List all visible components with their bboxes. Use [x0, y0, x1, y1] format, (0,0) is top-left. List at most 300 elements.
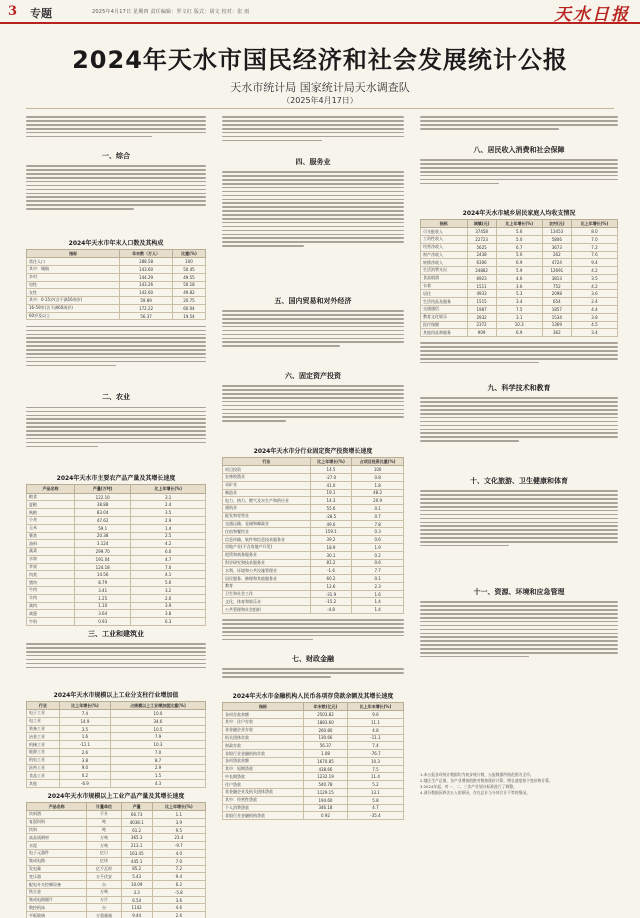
column-header: 比上年增长(%) — [152, 802, 205, 810]
section-heading: 十一、资源、环境和应急管理 — [473, 588, 565, 597]
table-cell: 100 — [352, 466, 404, 474]
table-title: 2024年天水市金融机构人民币各项存贷款余额及其增长速度 — [232, 693, 394, 701]
table-cell: 科学研究和技术服务业 — [223, 559, 311, 567]
table-cell: -5.8 — [152, 888, 205, 896]
table-cell: -27.0 — [310, 473, 352, 481]
table-cell: 5.2 — [347, 781, 403, 789]
table-cell: 191.04 — [74, 555, 130, 563]
table-row — [421, 313, 618, 321]
table-cell: 肉类 — [27, 571, 75, 579]
table-cell: 电子元器件 — [27, 850, 87, 858]
table-cell: 0.2 — [352, 551, 404, 559]
table-cell: 5.9 — [496, 267, 542, 275]
table-cell: 16-59岁(含不满60周岁) — [27, 304, 120, 312]
column-header: 指标 — [421, 220, 468, 228]
table-cell: 小麦 — [27, 516, 75, 524]
table-cell: 14.9 — [59, 717, 110, 725]
table-cell: 1.5 — [111, 772, 206, 780]
table-cell: 居民服务、修理和其他服务业 — [223, 575, 311, 583]
table-cell: 0.8 — [352, 473, 404, 481]
table-cell: 7.2 — [571, 243, 617, 251]
table-cell: 2.9 — [111, 764, 206, 772]
table-row — [223, 528, 404, 536]
table-cell: 4.0 — [152, 850, 205, 858]
table-cell: 3.6 — [571, 290, 617, 298]
table-cell: 衣着 — [421, 282, 468, 290]
section-text — [420, 395, 618, 473]
column-header: 产品名称 — [27, 485, 75, 493]
table-cell: 7.0 — [152, 857, 205, 865]
section-text — [26, 404, 206, 470]
column-header: 比上年增长(%) — [571, 220, 617, 228]
table-cell: 143.26 — [120, 281, 173, 289]
table-cell: -6.9 — [59, 780, 110, 788]
table-cell: 59.89 — [120, 297, 173, 305]
agriculture-table — [26, 484, 206, 625]
table-cell: 常住人口 — [27, 258, 120, 266]
table-row — [421, 235, 618, 243]
table-cell: 100 — [172, 258, 205, 266]
table-cell: 0.6 — [352, 536, 404, 544]
table-cell: 6923 — [467, 274, 496, 282]
table-row — [223, 757, 404, 765]
section-heading: 六、固定资产投资 — [285, 372, 341, 380]
table-cell: 经营净收入 — [421, 243, 468, 251]
table-cell: 3.3 — [121, 888, 152, 896]
table-cell: 49.0 — [310, 520, 352, 528]
table-cell: 集成电路 — [27, 857, 87, 865]
table-cell: 羊肉 — [27, 594, 75, 602]
table-row — [223, 598, 404, 606]
table-cell: 1.8 — [352, 481, 404, 489]
table-cell: 3.5 — [571, 274, 617, 282]
column-header: 比上年增长(%) — [59, 701, 110, 709]
table-row — [223, 812, 404, 820]
table-cell: 2098 — [542, 290, 571, 298]
table-cell: 住宿和餐饮业 — [223, 528, 311, 536]
table-title: 2024年天水市主要农产品产量及其增长速度 — [56, 475, 176, 483]
table-cell: 12691 — [542, 267, 571, 275]
table-cell: 万片 — [87, 896, 121, 904]
table-cell: 5625 — [467, 243, 496, 251]
column-1 — [26, 114, 206, 918]
table-row — [27, 587, 206, 595]
table-cell: 4.6 — [496, 274, 542, 282]
table-cell: 0.92 — [304, 812, 348, 820]
column-header: 产量 — [121, 802, 152, 810]
table-row — [223, 544, 404, 552]
section-text — [222, 169, 404, 293]
section-heading: 五、国内贸易和对外经济 — [274, 297, 352, 305]
table-cell: 3.2 — [131, 587, 206, 595]
table-cell: 财产净收入 — [421, 251, 468, 259]
table-header-row — [421, 220, 618, 228]
table-cell: 159.1 — [310, 528, 352, 536]
table-cell: 7.0 — [111, 749, 206, 757]
table-cell: 平板玻璃 — [27, 912, 87, 918]
table-cell: 8.7 — [111, 756, 206, 764]
table-row — [27, 725, 206, 733]
table-row — [421, 298, 618, 306]
table-cell: 水果 — [27, 555, 75, 563]
table-row — [223, 734, 404, 742]
table-cell: -76.7 — [347, 750, 403, 758]
table-cell: 吨 — [87, 818, 121, 826]
table-row — [223, 711, 404, 719]
table-cell: 1232.19 — [304, 773, 348, 781]
table-header-row — [27, 485, 206, 493]
table-cell: 1.08 — [304, 750, 348, 758]
table-cell: 59.1 — [74, 524, 130, 532]
table-cell: 1.4 — [352, 606, 404, 614]
investment-table — [222, 457, 404, 614]
table-cell: 农林牧渔业 — [223, 473, 311, 481]
table-cell: 10.0 — [111, 710, 206, 718]
table-cell: 346.18 — [304, 804, 348, 812]
table-cell: 13.1 — [347, 789, 403, 797]
table-row — [27, 881, 206, 889]
table-cell: 213.1 — [121, 842, 152, 850]
finance-table — [222, 702, 404, 820]
table-cell: 38.88 — [74, 501, 130, 509]
table-cell: 女性 — [27, 289, 120, 297]
table-row — [223, 726, 404, 734]
table-cell: 5.8 — [347, 796, 403, 804]
table-cell: 654 — [542, 298, 571, 306]
table-cell: 5.0 — [496, 251, 542, 259]
column-header: 比上年增长(%) — [131, 485, 206, 493]
table-cell: 18.9 — [310, 544, 352, 552]
table-cell: 752 — [542, 282, 571, 290]
table-cell: 万吨 — [87, 842, 121, 850]
table-cell: 0.7 — [352, 512, 404, 520]
table-header-row — [223, 703, 404, 711]
table-cell: 1369 — [542, 321, 571, 329]
table-cell: 3.9 — [131, 602, 206, 610]
table-row — [27, 850, 206, 858]
table-row — [27, 289, 206, 297]
table-cell: 540.78 — [304, 781, 348, 789]
table-cell: 9.6 — [347, 711, 403, 719]
table-row — [223, 765, 404, 773]
table-cell: 1.6 — [352, 590, 404, 598]
table-cell: 1142 — [121, 904, 152, 912]
table-cell: 亿块 — [87, 857, 121, 865]
table-cell: 2372 — [467, 321, 496, 329]
table-cell: 143.60 — [120, 265, 173, 273]
section-heading: 二、农业 — [102, 393, 130, 402]
table-cell: 3.5 — [59, 725, 110, 733]
table-cell: 秋粮 — [27, 509, 75, 517]
table-cell: 其中：经营性贷款 — [223, 796, 304, 804]
table-cell: 66.73 — [121, 811, 152, 819]
table-row — [421, 228, 618, 236]
page-header — [0, 0, 640, 24]
table-cell: 4.2 — [571, 267, 617, 275]
table-cell: 水利、环境和公共设施管理业 — [223, 567, 311, 575]
table-cell: 建筑业 — [223, 505, 311, 513]
table-cell: 6.2 — [152, 881, 205, 889]
table-cell: 6.3 — [131, 618, 206, 626]
column-header: 比上年增长(%) — [496, 220, 542, 228]
table-row — [27, 304, 206, 312]
table-cell: 4933 — [467, 290, 496, 298]
table-row — [223, 796, 404, 804]
column-header: 占项目投资比重(%) — [352, 458, 404, 466]
table-cell: 1.10 — [74, 602, 130, 610]
table-cell: 玉米 — [27, 524, 75, 532]
table-cell: 4.2 — [571, 282, 617, 290]
footnote: 1.本公报各项统计数据均为初步统计数，公报数据所指范围为全市。 — [420, 772, 534, 777]
table-cell: 3.8 — [59, 756, 110, 764]
table-cell: 85.2 — [121, 865, 152, 873]
column-header: 产量(万吨) — [74, 485, 130, 493]
table-cell: 万吨 — [87, 888, 121, 896]
table-cell: 2503.82 — [304, 711, 348, 719]
table-cell: 可支配收入 — [421, 228, 468, 236]
table-row — [27, 532, 206, 540]
newspaper-logo: 天水日报 — [554, 5, 630, 25]
table-row — [27, 594, 206, 602]
table-cell: 50.18 — [172, 281, 205, 289]
column-header: 比上年末增长(%) — [347, 703, 403, 711]
table-cell: 163.45 — [121, 850, 152, 858]
table-header-row — [27, 701, 206, 709]
table-cell: 文化、体育和娱乐业 — [223, 598, 311, 606]
table-cell: 39.2 — [310, 536, 352, 544]
section-text — [26, 163, 206, 235]
table-cell: -35.4 — [347, 812, 403, 820]
table-cell: 非银行业金融机构存款 — [223, 750, 304, 758]
table-cell: 万重量箱 — [87, 912, 121, 918]
table-cell: 6.0 — [131, 548, 206, 556]
table-cell: 3.6 — [152, 896, 205, 904]
table-row — [223, 590, 404, 598]
table-cell: 445.1 — [121, 857, 152, 865]
table-cell: -4.8 — [310, 606, 352, 614]
table-cell: 14.56 — [74, 571, 130, 579]
table-cell: 9.5 — [152, 826, 205, 834]
table-cell: 禽肉 — [27, 602, 75, 610]
table-row — [27, 772, 206, 780]
table-row — [27, 548, 206, 556]
column-header: 城镇(元) — [467, 220, 496, 228]
table-cell: 个人消费贷款 — [223, 804, 304, 812]
table-cell: 公共管理和社会组织 — [223, 606, 311, 614]
table-cell: 7.8 — [352, 520, 404, 528]
table-row — [223, 804, 404, 812]
table-cell: 60岁及以上 — [27, 312, 120, 320]
table-cell: 130.66 — [304, 734, 348, 742]
table-cell: 10.3 — [496, 321, 542, 329]
column-header: 占规模以上工业增加值比重(%) — [111, 701, 206, 709]
table-cell: 1.1 — [152, 811, 205, 819]
table-cell: 124.18 — [74, 563, 130, 571]
table-row — [421, 243, 618, 251]
table-cell: 1.4 — [352, 598, 404, 606]
table-cell: 台 — [87, 904, 121, 912]
table-cell: 制造业 — [223, 489, 311, 497]
table-cell: 3.1 — [496, 313, 542, 321]
section-heading: 九、科学技术和教育 — [487, 384, 551, 393]
table-row — [27, 717, 206, 725]
table-cell: 7.0 — [131, 563, 206, 571]
table-cell: 23.4 — [152, 834, 205, 842]
table-cell: 乡村 — [27, 273, 120, 281]
section-heading: 一、综合 — [102, 152, 130, 160]
table-cell: 1129.15 — [304, 789, 348, 797]
intro-text — [26, 114, 206, 148]
table-title: 2024年天水市规模以上工业分支柱行业增加值 — [53, 691, 179, 699]
table-cell: 7.7 — [352, 567, 404, 575]
table-cell: 猪肉 — [27, 579, 75, 587]
table-header-row — [27, 802, 206, 810]
column-header: 产品名称 — [27, 802, 87, 810]
table-cell: 3.4 — [571, 329, 617, 337]
table-cell: 4.5 — [571, 321, 617, 329]
table-row — [223, 606, 404, 614]
table-cell: 生活用品及服务 — [421, 298, 468, 306]
table-cell: 9.44 — [121, 912, 152, 918]
table-cell: 20.38 — [74, 532, 130, 540]
table-cell: 47.62 — [74, 516, 130, 524]
table-cell: 50.45 — [172, 265, 205, 273]
table-cell: 34.6 — [111, 717, 206, 725]
table-row — [27, 493, 206, 501]
page-title: 2024年天水市国民经济和社会发展统计公报 — [72, 46, 568, 74]
section-text — [420, 599, 618, 695]
table-cell: 362 — [542, 329, 571, 337]
table-cell: 2.4 — [131, 501, 206, 509]
table-cell: 6.9 — [496, 329, 542, 337]
table-cell: 集成电路圆片 — [27, 896, 87, 904]
table-cell: 4.2 — [131, 540, 206, 548]
table-cell: 7.2 — [152, 865, 205, 873]
table-cell: 4.1 — [131, 571, 206, 579]
table-cell: 食品工业 — [27, 772, 60, 780]
table-row — [27, 258, 206, 266]
table-cell: 卫生和社会工作 — [223, 590, 311, 598]
table-cell: 14.5 — [310, 466, 352, 474]
table-title: 2024年天水市分行业固定资产投资增长速度 — [253, 448, 373, 455]
table-cell: 其他 — [27, 780, 60, 788]
table-row — [27, 756, 206, 764]
table-cell: 各项贷款余额 — [223, 757, 304, 765]
table-cell: 其中：城镇 — [27, 265, 120, 273]
table-cell: 4.6 — [152, 904, 205, 912]
table-cell: 1.4 — [131, 524, 206, 532]
table-row — [27, 312, 206, 320]
table-cell: 909 — [467, 329, 496, 337]
table-cell: 饮料 — [27, 826, 87, 834]
table-row — [223, 575, 404, 583]
table-cell: 56.37 — [120, 312, 173, 320]
table-cell: 5806 — [542, 235, 571, 243]
table-row — [27, 555, 206, 563]
table-cell: 1670.85 — [304, 757, 348, 765]
table-cell: 6.7 — [496, 243, 542, 251]
table-cell: 牛奶 — [27, 618, 75, 626]
table-cell: 住户贷款 — [223, 781, 304, 789]
table-cell: 中长期贷款 — [223, 773, 304, 781]
table-cell: 122.10 — [74, 493, 130, 501]
table-cell: 1987 — [467, 306, 496, 314]
table-cell: 机关团体存款 — [223, 734, 304, 742]
table-cell: 非金融企业及机关团体贷款 — [223, 789, 304, 797]
table-row — [27, 764, 206, 772]
table-cell: 苹果 — [27, 563, 75, 571]
table-cell: 10.3 — [111, 741, 206, 749]
table-row — [27, 281, 206, 289]
table-row — [223, 781, 404, 789]
table-row — [421, 267, 618, 275]
table-header-row — [223, 458, 404, 466]
table-cell: 7.9 — [111, 733, 206, 741]
table-cell: 3673 — [542, 243, 571, 251]
table-cell: 台 — [87, 881, 121, 889]
table-row — [27, 912, 206, 918]
table-row — [421, 329, 618, 337]
table-row — [27, 873, 206, 881]
table-cell: 7.4 — [59, 710, 110, 718]
table-row — [223, 505, 404, 513]
table-cell: 1515 — [467, 298, 496, 306]
column-header: 指标 — [27, 250, 120, 258]
table-row — [27, 834, 206, 842]
table-row — [27, 780, 206, 788]
table-cell: 7.5 — [347, 765, 403, 773]
table-cell: 24882 — [467, 267, 496, 275]
table-cell: 交通运输、仓储和邮政业 — [223, 520, 311, 528]
table-row — [27, 842, 206, 850]
table-cell: 49.55 — [172, 273, 205, 281]
table-cell: -11.1 — [347, 734, 403, 742]
table-row — [421, 274, 618, 282]
table-cell: 4.4 — [571, 306, 617, 314]
table-cell: 信息传输、软件和信息技术服务业 — [223, 536, 311, 544]
table-row — [223, 520, 404, 528]
table-row — [223, 512, 404, 520]
table-cell: 7.4 — [347, 742, 403, 750]
table-cell: 20.75 — [172, 297, 205, 305]
table-cell: 2.5 — [131, 532, 206, 540]
table-cell: 260.80 — [304, 726, 348, 734]
table-cell: 2.6 — [59, 749, 110, 757]
table-cell: 电工业 — [27, 717, 60, 725]
table-cell: 4.8 — [347, 726, 403, 734]
section-heading: 十、文化旅游、卫生健康和体育 — [470, 477, 568, 486]
table-cell: 4038.1 — [121, 818, 152, 826]
table-cell: 1534 — [542, 313, 571, 321]
table-cell: 1883.60 — [304, 719, 348, 727]
table-cell: 饮料酒 — [27, 811, 87, 819]
table-cell: 10.3 — [347, 757, 403, 765]
section-text — [222, 114, 404, 154]
table-row — [421, 306, 618, 314]
page-number: 3 — [8, 4, 18, 19]
table-cell: 机电工业 — [27, 756, 60, 764]
table-cell: 非金融企业存款 — [223, 726, 304, 734]
table-cell: 5.43 — [121, 873, 152, 881]
table-cell: 禽蛋 — [27, 610, 75, 618]
table-cell: 万吨 — [87, 834, 121, 842]
table-cell: 夏粮 — [27, 501, 75, 509]
table-cell: 2.0 — [131, 594, 206, 602]
column-header: 指标 — [223, 703, 304, 711]
section-name: 专题 — [30, 7, 52, 20]
table-row — [27, 265, 206, 273]
table-cell: 电子工业 — [27, 710, 60, 718]
